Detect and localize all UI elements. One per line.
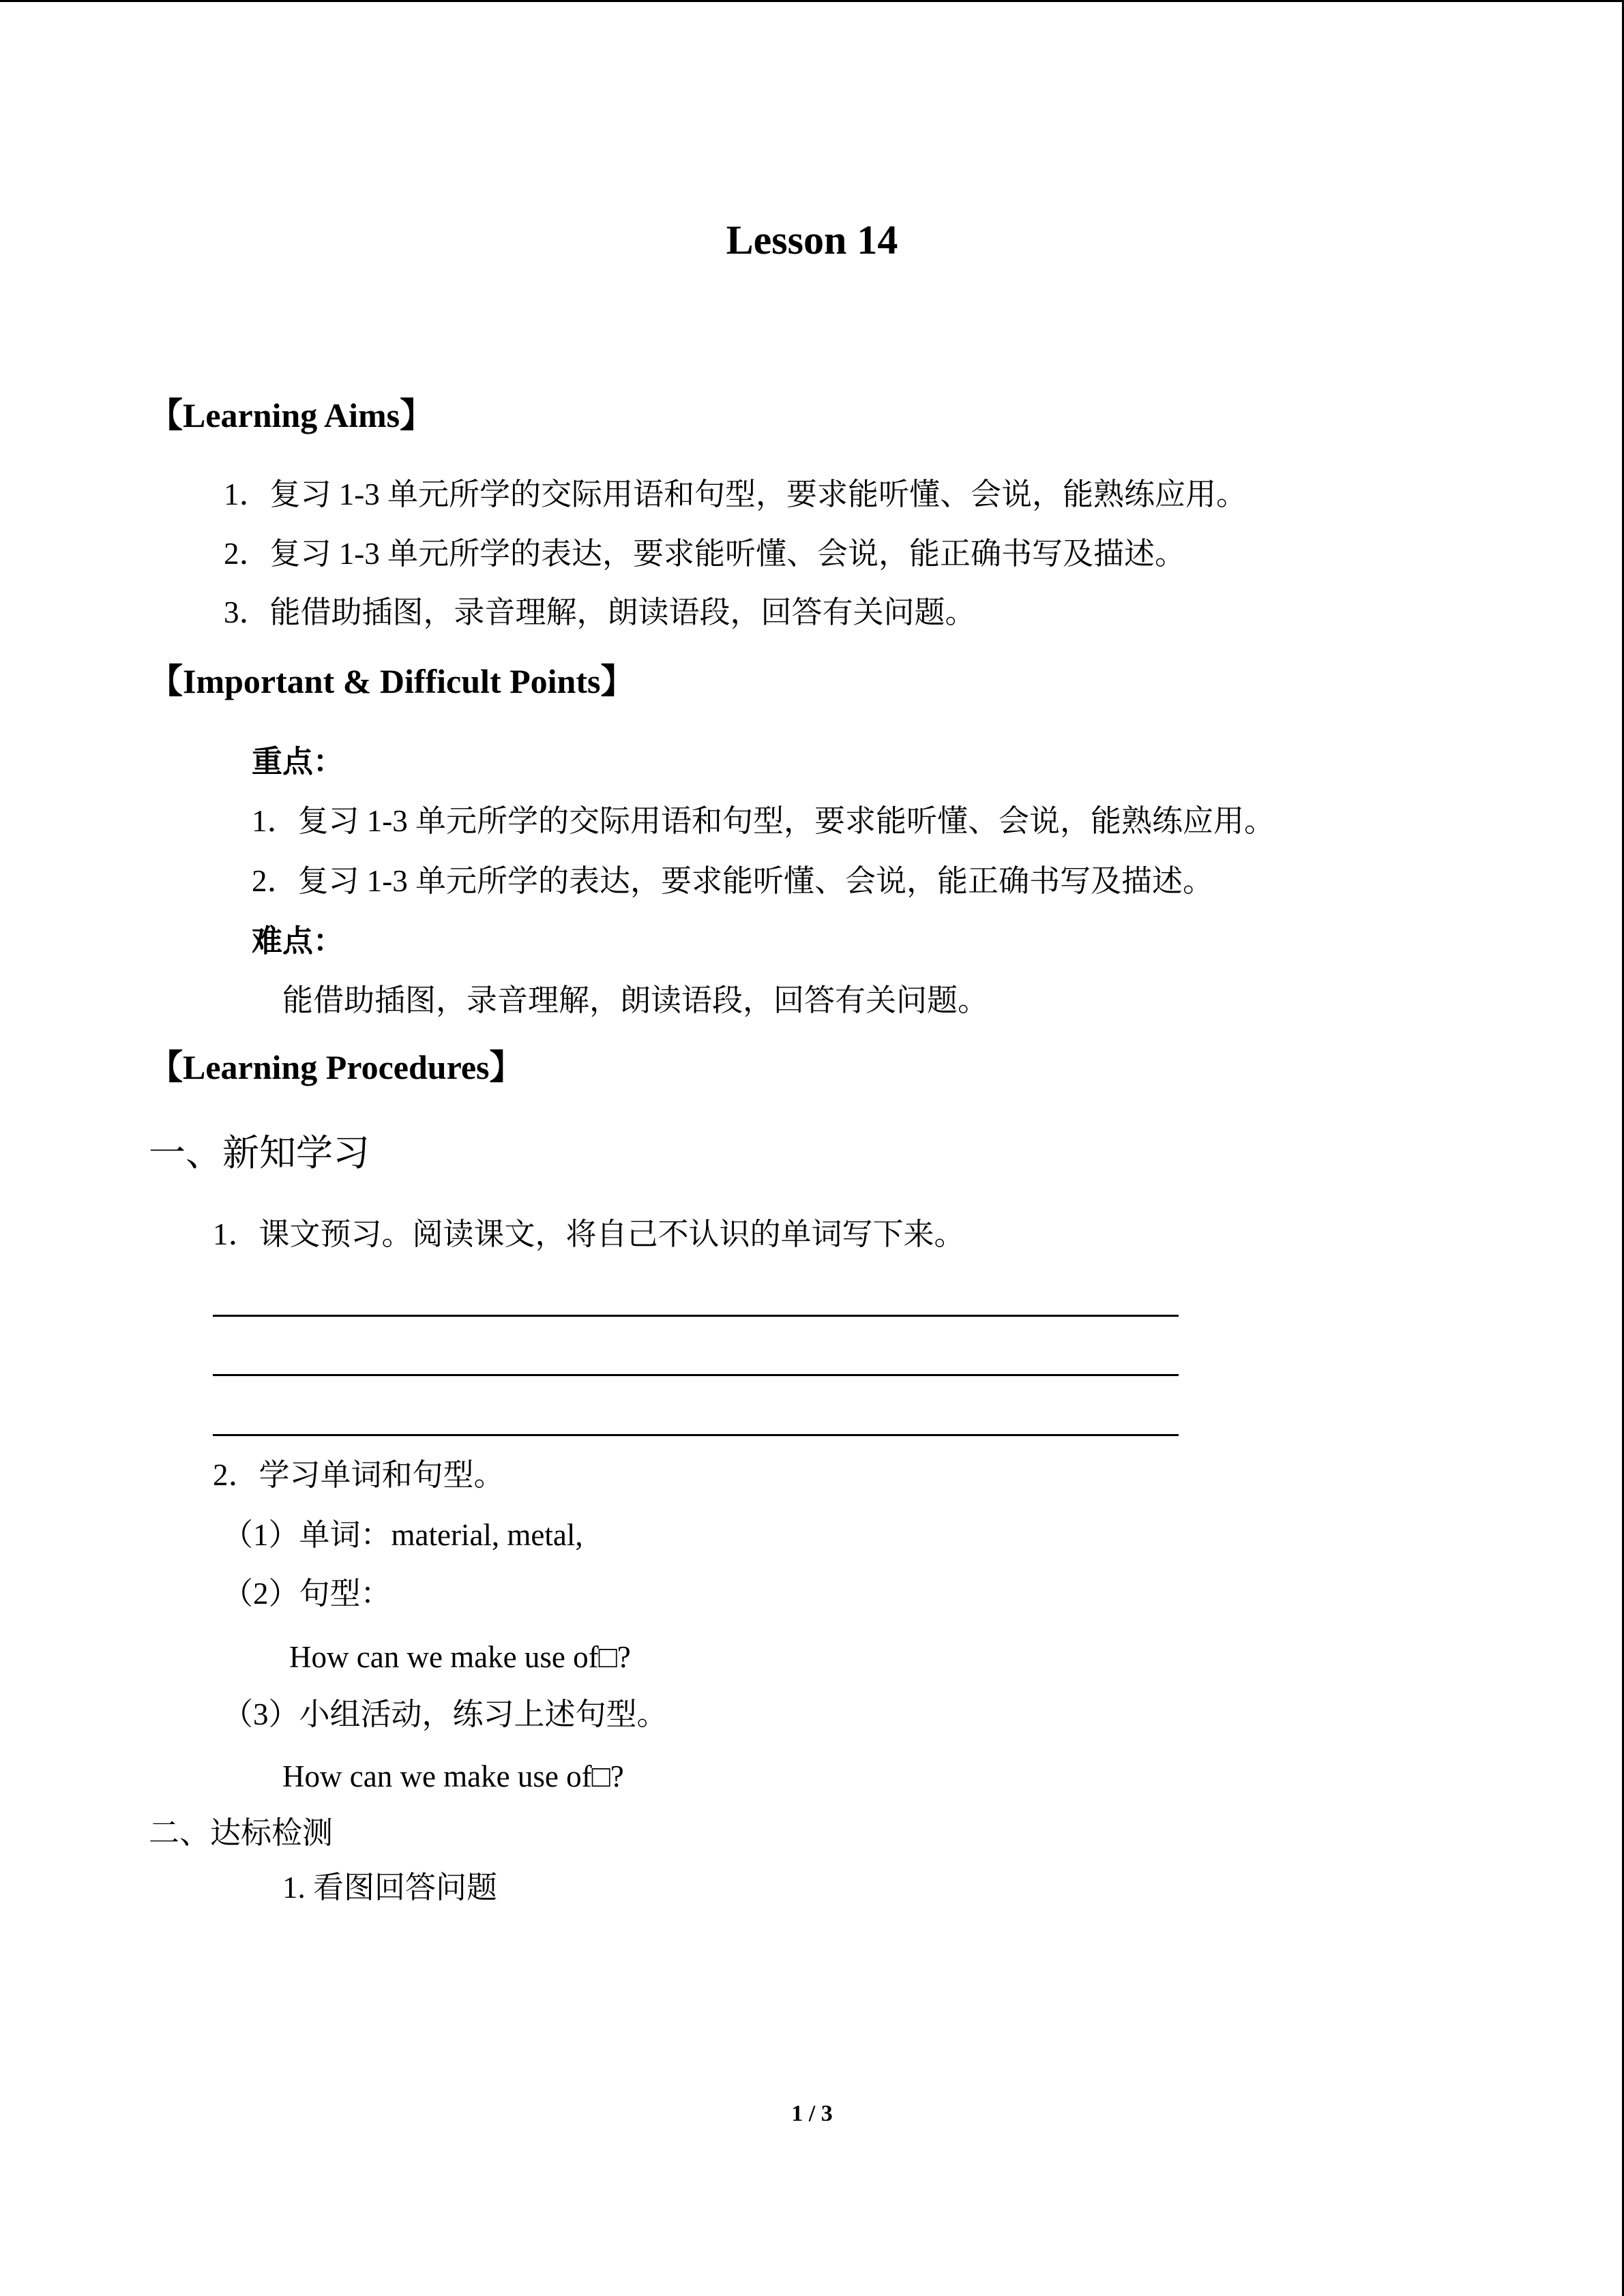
sentence-pattern: How can we make use of□?: [282, 1759, 624, 1793]
section-new-knowledge: 一、新知学习: [149, 1133, 370, 1174]
answer-line[interactable]: [213, 1374, 1179, 1376]
procedures-heading: 【Learning Procedures】: [149, 1048, 524, 1086]
task-words-sentences: 2．学习单词和句型。: [213, 1458, 505, 1492]
learning-aim-item: 2．复习 1-3 单元所学的表达，要求能听懂、会说，能正确书写及描述。: [224, 537, 1185, 571]
difficult-points-label: 难点：: [252, 924, 344, 958]
difficult-point-text: 能借助插图，录音理解，朗读语段，回答有关问题。: [282, 983, 989, 1017]
section-check: 二、达标检测: [149, 1816, 334, 1850]
check-item: 1. 看图回答问题: [282, 1870, 498, 1905]
key-point-item: 2．复习 1-3 单元所学的表达，要求能听懂、会说，能正确书写及描述。: [252, 864, 1213, 898]
sentence-label: （2）句型：: [222, 1577, 392, 1611]
words-list: （1）单词：material, metal,: [222, 1518, 583, 1552]
learning-aim-item: 1．复习 1-3 单元所学的交际用语和句型，要求能听懂、会说，能熟练应用。: [224, 477, 1247, 511]
learning-aim-item: 3．能借助插图，录音理解，朗读语段，回答有关问题。: [224, 595, 976, 629]
answer-line[interactable]: [213, 1315, 1179, 1317]
answer-line[interactable]: [213, 1434, 1179, 1436]
sentence-pattern: How can we make use of□?: [289, 1640, 631, 1674]
task-preview: 1．课文预习。阅读课文，将自己不认识的单词写下来。: [213, 1217, 965, 1251]
page-border-top: [0, 0, 1624, 2]
page-title: Lesson 14: [726, 218, 898, 263]
key-points-label: 重点：: [252, 745, 344, 779]
group-activity: （3）小组活动，练习上述句型。: [222, 1697, 668, 1731]
page-number: 1 / 3: [791, 2101, 833, 2126]
key-point-item: 1．复习 1-3 单元所学的交际用语和句型，要求能听懂、会说，能熟练应用。: [252, 804, 1275, 838]
points-heading: 【Important & Difficult Points】: [149, 662, 635, 700]
learning-aims-heading: 【Learning Aims】: [149, 396, 434, 434]
